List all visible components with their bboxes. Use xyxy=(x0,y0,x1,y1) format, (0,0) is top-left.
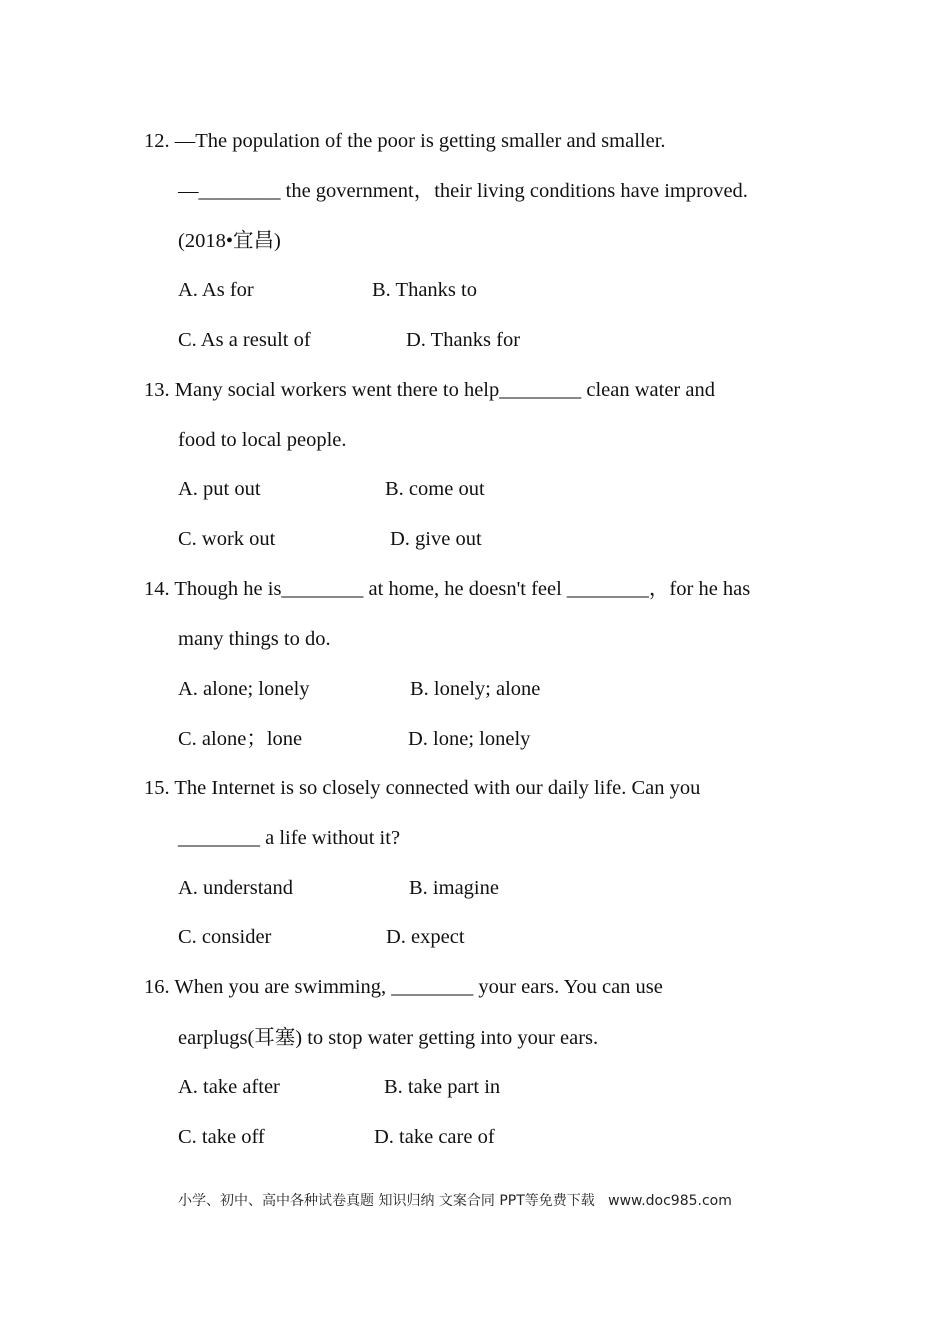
question-13-stem: 13. Many social workers went there to help________ clean water and xyxy=(144,379,715,401)
question-16-option-d: D. take care of xyxy=(374,1126,495,1148)
question-14-option-c: C. alone；lone xyxy=(178,728,303,750)
question-12-option-c: C. As a result of xyxy=(178,329,311,351)
question-14-stem: 14. Though he is________ at home, he doesn't feel ________，for he has xyxy=(144,578,751,600)
question-14-option-a: A. alone; lonely xyxy=(178,678,310,700)
question-15-option-d: D. expect xyxy=(386,926,465,948)
question-12-option-a: A. As for xyxy=(178,279,254,301)
question-12-stem: 12. —The population of the poor is getting smaller and smaller. xyxy=(144,130,666,152)
question-14-option-d: D. lone; lonely xyxy=(408,728,531,750)
question-14-stem-line-2: many things to do. xyxy=(178,628,331,650)
question-16-option-a: A. take after xyxy=(178,1076,280,1098)
question-13-option-b: B. come out xyxy=(385,478,485,500)
question-13-stem-line-2: food to local people. xyxy=(178,429,347,451)
page-footer: 小学、初中、高中各种试卷真题 知识归纳 文案合同 PPT等免费下载 www.doc985.com xyxy=(178,1193,732,1209)
question-15-option-c: C. consider xyxy=(178,926,272,948)
question-15-option-a: A. understand xyxy=(178,877,294,899)
question-15-stem-line-2: ________ a life without it? xyxy=(178,827,401,849)
question-16-stem-line-2: earplugs(耳塞) to stop water getting into your ears. xyxy=(178,1027,599,1049)
question-14-option-b: B. lonely; alone xyxy=(410,678,541,700)
question-13-option-c: C. work out xyxy=(178,528,276,550)
question-15-option-b: B. imagine xyxy=(409,877,499,899)
question-12-option-d: D. Thanks for xyxy=(406,329,521,351)
question-12-source: (2018•宜昌) xyxy=(178,230,281,252)
question-15-stem: 15. The Internet is so closely connected with our daily life. Can you xyxy=(144,777,701,799)
question-16-stem: 16. When you are swimming, ________ your ears. You can use xyxy=(144,976,663,998)
question-12-stem-line-2: —________ the government，their living conditions have improved. xyxy=(178,180,748,202)
question-13-option-d: D. give out xyxy=(390,528,482,550)
question-16-option-b: B. take part in xyxy=(384,1076,501,1098)
question-13-option-a: A. put out xyxy=(178,478,261,500)
question-12-option-b: B. Thanks to xyxy=(372,279,477,301)
question-16-option-c: C. take off xyxy=(178,1126,265,1148)
